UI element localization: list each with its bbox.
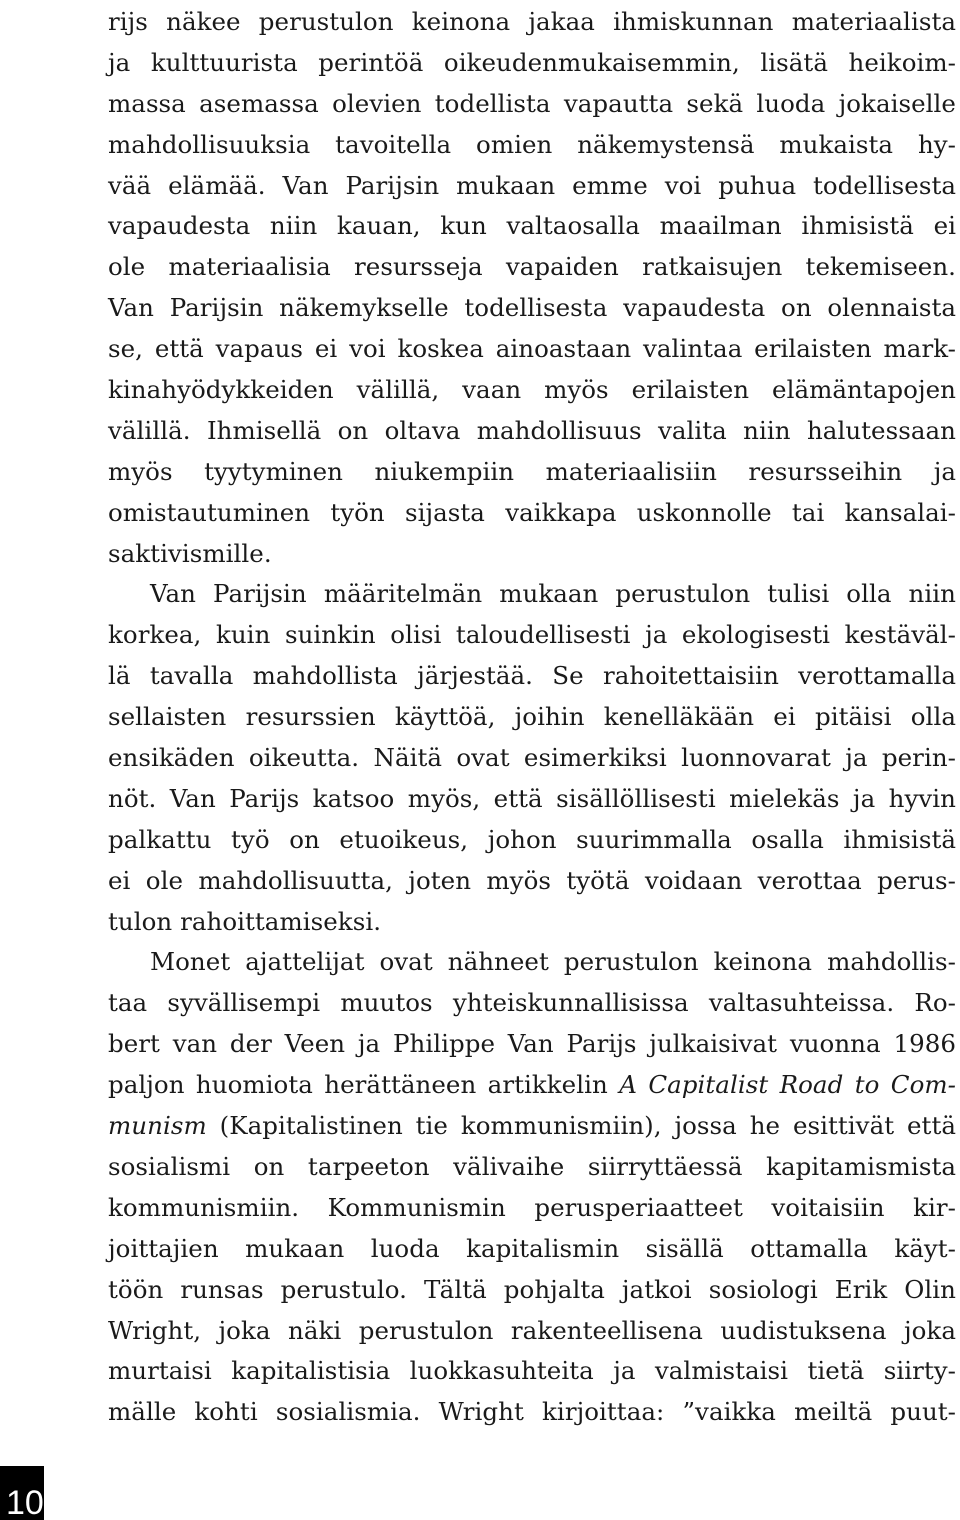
text-line [108,942,956,983]
text-line [108,370,956,411]
line-text: kommunismiin. Kommunismin perusperiaatteet voitaisiin kir- [108,1192,956,1222]
text-line [108,574,956,615]
text-line [108,493,956,534]
line-text: ensikäden oikeutta. Näitä ovat esimerkiksi luonnovarat ja perin- [108,743,956,773]
text-line [108,738,956,779]
line-text: rijs näkee perustulon keinona jakaa ihmiskunnan materiaalista [108,7,956,36]
line-text: Van Parijsin määritelmän mukaan perustulon tulisi olla niin [150,579,956,609]
text-line [108,1024,956,1065]
line-text: massa asemassa olevien todellista vapautta sekä luoda jokaiselle [108,88,956,118]
line-text: ole materiaalisia resursseja vapaiden ratkaisujen tekemiseen. [108,252,956,282]
text-line [108,1147,956,1188]
line-text: välillä. Ihmisellä on oltava mahdollisuus valita niin halutessaan [108,415,956,445]
text-line [108,2,956,43]
line-text: ei ole mahdollisuutta, joten myös työtä voidaan verottaa perus- [108,865,956,895]
line-text: mahdollisuuksia tavoitella omien näkemystensä mukaista hy- [108,129,956,159]
line-text: kinahyödykkeiden välillä, vaan myös erilaisten elämäntapojen [108,375,956,405]
line-text: töön runsas perustulo. Tältä pohjalta jatkoi sosiologi Erik Olin [108,1274,956,1304]
text-line [108,1229,956,1270]
text-line [108,1106,956,1147]
line-text: vapaudesta niin kauan, kun valtaosalla maailman ihmisistä ei [108,211,956,241]
line-text: omistautuminen työn sijasta vaikkapa uskonnolle tai kansalai- [108,497,956,527]
text-line [108,288,956,329]
line-text: tulon rahoittamiseksi. [108,906,382,936]
line-text: bert van der Veen ja Philippe Van Parijs julkaisivat vuonna 1986 [108,1029,956,1059]
text-line [108,206,956,247]
line-text: Wright, joka näki perustulon rakenteellisena uudistuksena joka [108,1315,956,1345]
text-line [108,902,956,943]
line-text: joittajien mukaan luoda kapitalismin sisällä ottamalla käyt- [108,1233,956,1263]
text-line [108,43,956,84]
text-line [108,861,956,902]
line-text: vää elämää. Van Parijsin mukaan emme voi puhua todellisesta [108,170,956,200]
text-line [108,983,956,1024]
line-text: myös tyytyminen niukempiin materiaalisiin resursseihin ja [108,456,956,486]
text-line [108,1188,956,1229]
line-text: murtaisi kapitalistisia luokkasuhteita ja valmistaisi tietä siirty- [108,1356,956,1386]
text-line [108,697,956,738]
italic-title: munism [108,1111,207,1141]
text-line [108,452,956,493]
italic-title: A Capitalist Road to Com- [619,1070,956,1100]
text-line [108,1311,956,1352]
text-line [108,820,956,861]
text-line [108,615,956,656]
line-text: korkea, kuin suinkin olisi taloudellisesti ja ekologisesti kestäväl- [108,620,956,650]
text-line [108,779,956,820]
line-text: (Kapitalistinen tie kommunismiin), jossa he esittivät että [206,1111,956,1141]
line-text: ja kulttuurista perintöä oikeudenmukaisemmin, lisätä heikoim- [108,47,956,77]
text-line [108,1065,956,1106]
line-text: taa syvällisempi muutos yhteiskunnallisissa valtasuhteissa. Ro- [108,988,956,1018]
line-text: palkattu työ on etuoikeus, johon suurimmalla osalla ihmisistä [108,824,956,854]
text-line [108,1270,956,1311]
line-text: saktivismille. [108,538,272,568]
line-text: sellaisten resurssien käyttöä, joihin kenelläkään ei pitäisi olla [108,702,956,732]
body-text [108,2,956,1433]
text-line [108,166,956,207]
line-text: paljon huomiota herättäneen artikkelin [108,1070,620,1100]
line-text: se, että vapaus ei voi koskea ainoastaan valintaa erilaisten mark- [108,334,956,364]
line-text: lä tavalla mahdollista järjestää. Se rahoitettaisiin verottamalla [108,661,956,691]
line-text: mälle kohti sosialismia. Wright kirjoittaa: ”vaikka meiltä puut- [108,1397,956,1427]
text-line [108,656,956,697]
text-line [108,1392,956,1433]
line-text: Van Parijsin näkemykselle todellisesta vapaudesta on olennaista [108,293,956,323]
text-line [108,534,956,575]
text-line [108,411,956,452]
line-text: Monet ajattelijat ovat nähneet perustulon keinona mahdollis- [150,947,956,977]
text-line [108,84,956,125]
text-line [108,125,956,166]
text-line [108,247,956,288]
text-line [108,329,956,370]
line-text: nöt. Van Parijs katsoo myös, että sisällöllisesti mielekäs ja hyvin [108,783,956,813]
page-number: 10 [0,1466,44,1520]
line-text: sosialismi on tarpeeton välivaihe siirryttäessä kapitamismista [108,1151,956,1181]
text-line [108,1351,956,1392]
